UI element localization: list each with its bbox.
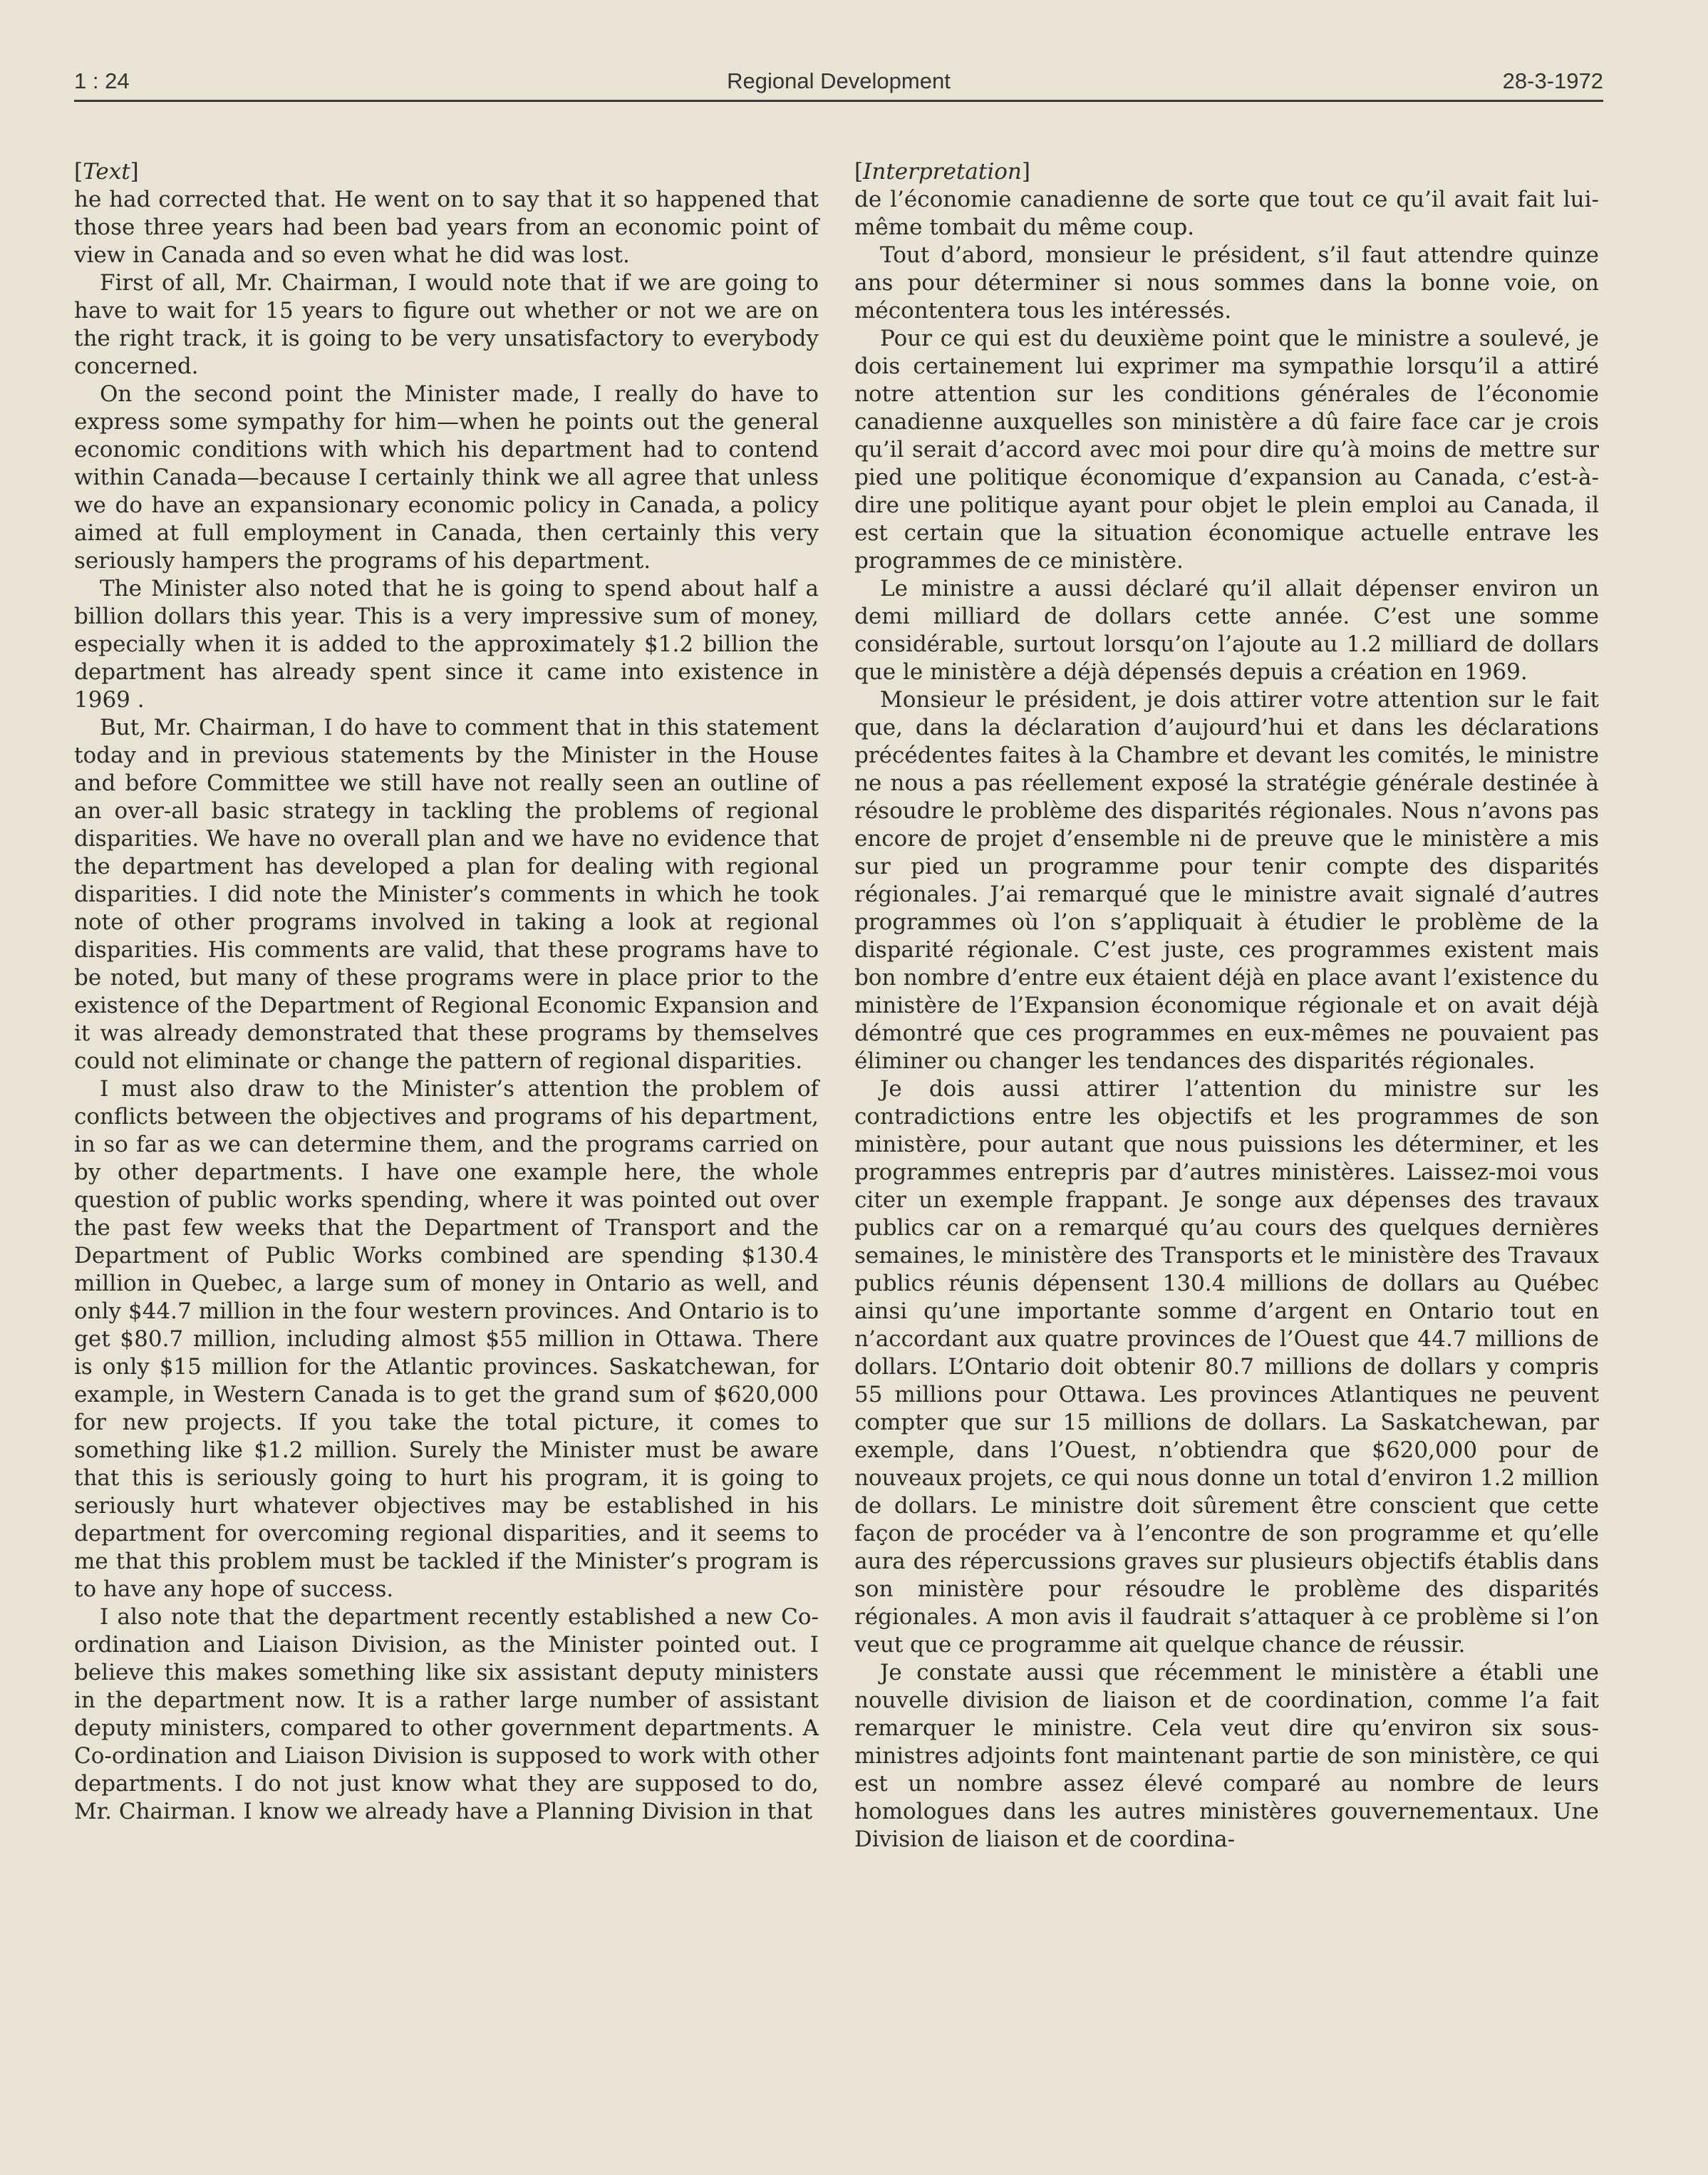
paragraph: On the second point the Minister made, I really do have to express some sympathy for him—when he points out the general economic conditions with which his department had to contend within Canada—because I certainly think we all agree that unless we do have an expansionary economic policy in Canada, a policy aimed at full employment in Canada, then certainly this very seriously hampers the programs of his department. <box>74 381 819 574</box>
column-label-interpretation: [Interpretation] <box>854 159 1031 185</box>
paragraph: Monsieur le président, je dois attirer votre attention sur le fait que, dans la déclaration d’aujourd’hui et dans les déclarations précédentes faites à la Chambre et devant les comités, le ministre ne nous a pas réellement exposé la stratégie générale destinée à résoudre le problème des disparités régionales. Nous n’avons pas encore de projet d’ensemble ni de preuve que le ministère a mis sur pied un programme pour tenir compte des disparités régionales. J’ai remarqué que le ministre avait signalé d’autres programmes où l’on s’appliquait à étudier le problème de la disparité régionale. C’est juste, ces programmes existent mais bon nombre d’entre eux étaient déjà en place avant l’existence du ministère de l’Expansion économique régionale et on avait déjà démontré que ces programmes en eux-mêmes ne pouvaient pas éliminer ou changer les tendances des disparités régionales. <box>854 687 1599 1074</box>
paragraph: he had corrected that. He went on to say that it so happened that those three years had been bad years from an economic point of view in Canada and so even what he did was lost. <box>74 187 819 268</box>
header-date: 28-3-1972 <box>1502 68 1603 93</box>
paragraph: Je dois aussi attirer l’attention du ministre sur les contradictions entre les objectifs et les programmes de son ministère, pour autant que nous puissions les déterminer, et les programmes entrepris par d’autres ministères. Laissez-moi vous citer un exemple frappant. Je songe aux dépenses des travaux publics car on a remarqué qu’au cours des quelques dernières semaines, le ministère des Transports et le ministère des Travaux publics réunis dépensent 130.4 millions de dollars au Québec ainsi qu’une importante somme d’argent en Ontario tout en n’accordant aux quatre provinces de l’Ouest que 44.7 millions de dollars. L’Ontario doit obtenir 80.7 millions de dollars y compris 55 millions pour Ottawa. Les provinces Atlantiques ne peuvent compter que sur 15 millions de dollars. La Saskatchewan, par exemple, dans l’Ouest, n’obtiendra que $620,000 pour de nouveaux projets, ce qui nous donne un total d’environ 1.2 million de dollars. Le ministre doit sûrement être conscient que cette façon de procéder va à l’encontre de son programme et qu’elle aura des répercussions graves sur plusieurs objectifs établis dans son ministère pour résoudre le problème des disparités régionales. A mon avis il faudrait s’attaquer à ce problème si l’on veut que ce programme ait quelque chance de réussir. <box>854 1076 1599 1658</box>
english-text-column <box>74 158 819 1826</box>
paragraph: de l’économie canadienne de sorte que tout ce qu’il avait fait lui-même tombait du même coup. <box>854 187 1599 240</box>
page-title: Regional Development <box>727 68 951 93</box>
column-label: Text <box>83 159 130 185</box>
paragraph: I must also draw to the Minister’s attention the problem of conflicts between the objectives and programs of his department, in so far as we can determine them, and the programs carried on by other departments. I have one example here, the whole question of public works spending, where it was pointed out over the past few weeks that the Department of Transport and the Department of Public Works combined are spending $130.4 million in Quebec, a large sum of money in Ontario as well, and only $44.7 million in the four western provinces. And Ontario is to get $80.7 million, including almost $55 million in Ottawa. There is only $15 million for the Atlantic provinces. Saskatchewan, for example, in Western Canada is to get the grand sum of $620,000 for new projects. If you take the total picture, it comes to something like $1.2 million. Surely the Minister must be aware that this is seriously going to hurt his program, it is going to seriously hurt whatever objectives may be established in his department for overcoming regional disparities, and it seems to me that this problem must be tackled if the Minister’s program is to have any hope of success. <box>74 1076 819 1602</box>
column-label-text: [Text] <box>74 159 139 185</box>
paragraph: Tout d’abord, monsieur le président, s’il faut attendre quinze ans pour déterminer si nous sommes dans la bonne voie, on mécontentera tous les intéressés. <box>854 242 1599 324</box>
paragraph: Pour ce qui est du deuxième point que le ministre a soulevé, je dois certainement lui exprimer ma sympathie lorsqu’il a attiré notre attention sur les conditions générales de l’économie canadienne auxquelles son ministère a dû faire face car je crois qu’il serait d’accord avec moi pour dire qu’à moins de mettre sur pied une politique économique d’expansion au Canada, c’est-à-dire une politique ayant pour objet le plein emploi au Canada, il est certain que la situation économique actuelle entrave les programmes de ce ministère. <box>854 326 1599 574</box>
french-interpretation-column <box>854 158 1599 1854</box>
paragraph: The Minister also noted that he is going to spend about half a billion dollars this year. This is a very impressive sum of money, especially when it is added to the approximately $1.2 billion the department has already spent since it came into existence in 1969 . <box>74 576 819 713</box>
running-header <box>74 67 1603 102</box>
page-number: 1 : 24 <box>74 68 130 93</box>
paragraph: First of all, Mr. Chairman, I would note that if we are going to have to wait for 15 years to figure out whether or not we are on the right track, it is going to be very unsatisfactory to everybody concerned. <box>74 270 819 379</box>
paragraph: I also note that the department recently established a new Co-ordination and Liaison Division, as the Minister pointed out. I believe this makes something like six assistant deputy ministers in the department now. It is a rather large number of assistant deputy ministers, compared to other government departments. A Co-ordination and Liaison Division is supposed to work with other departments. I do not just know what they are supposed to do, Mr. Chairman. I know we already have a Planning Division in that <box>74 1604 819 1824</box>
paragraph: Je constate aussi que récemment le ministère a établi une nouvelle division de liaison et de coordination, comme l’a fait remarquer le ministre. Cela veut dire qu’environ six sous-ministres adjoints font maintenant partie de son ministère, ce qui est un nombre assez élevé comparé au nombre de leurs homologues dans les autres ministères gouvernementaux. Une Division de liaison et de coordina- <box>854 1660 1599 1852</box>
paragraph: Le ministre a aussi déclaré qu’il allait dépenser environ un demi milliard de dollars cette année. C’est une somme considérable, surtout lorsqu’on l’ajoute au 1.2 milliard de dollars que le ministère a déjà dépensés depuis a création en 1969. <box>854 576 1599 685</box>
paragraph: But, Mr. Chairman, I do have to comment that in this statement today and in previous statements by the Minister in the House and before Committee we still have not really seen an outline of an over-all basic strategy in tackling the problems of regional disparities. We have no overall plan and we have no evidence that the department has developed a plan for dealing with regional disparities. I did note the Minister’s comments in which he took note of other programs involved in taking a look at regional disparities. His comments are valid, that these programs have to be noted, but many of these programs were in place prior to the existence of the Department of Regional Economic Expansion and it was already demonstrated that these programs by themselves could not eliminate or change the pattern of regional disparities. <box>74 715 819 1074</box>
column-label: Interpretation <box>863 159 1022 185</box>
